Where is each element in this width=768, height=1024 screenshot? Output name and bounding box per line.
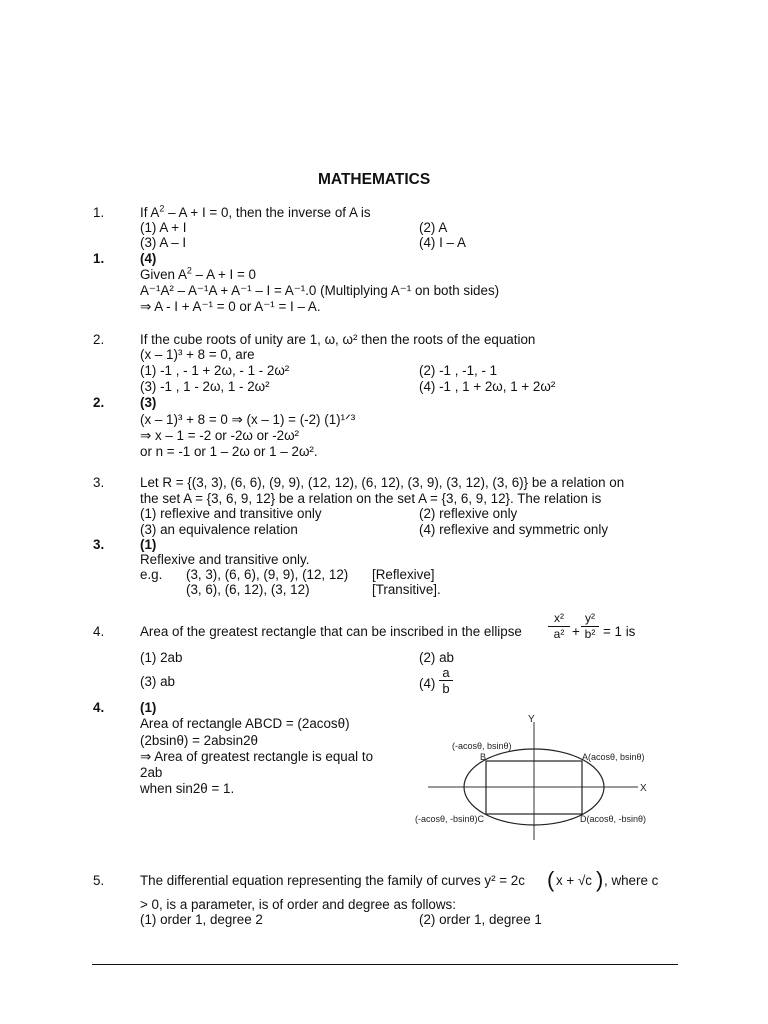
option-1: (1) reflexive and transitive only xyxy=(140,506,322,521)
example-label: e.g. xyxy=(140,567,163,582)
option-1: (1) order 1, degree 2 xyxy=(140,912,263,927)
answer-number: 2. xyxy=(93,395,105,410)
equation-x-root-c: x + √c xyxy=(556,873,593,888)
solution-line: or n = -1 or 1 – 2ω or 1 – 2ω². xyxy=(140,444,318,459)
solution-line: ⇒ A - I + A⁻¹ = 0 or A⁻¹ = I – A. xyxy=(140,299,321,314)
close-paren: ) xyxy=(596,867,604,892)
option-2: (2) -1 , -1, - 1 xyxy=(419,363,498,378)
solution-line: (2bsinθ) = 2absin2θ xyxy=(140,733,258,748)
question-stem: If $A^2 - A + I = 0$, then the inverse of A is xyxy=(140,203,371,220)
plus-sign: + xyxy=(572,624,580,639)
option-1: (1) -1 , - 1 + 2ω, - 1 - 2ω² xyxy=(140,363,290,378)
solution-line: when sin2θ = 1. xyxy=(140,781,235,796)
question-number: 5. xyxy=(93,873,105,888)
answer-choice: (3) xyxy=(140,395,157,410)
question-number: 1. xyxy=(93,205,105,220)
open-paren: ( xyxy=(547,867,555,892)
solution-line: A⁻¹A² – A⁻¹A + A⁻¹ – I = A⁻¹.0 (Multiplying A⁻¹ on both sides) xyxy=(140,283,500,298)
question-stem: > 0, is a parameter, is of order and degree as follows: xyxy=(140,897,456,912)
option-4: (4) -1 , 1 + 2ω, 1 + 2ω² xyxy=(419,379,556,394)
option-4: (4) reflexive and symmetric only xyxy=(419,522,609,537)
option-2: (2) reflexive only xyxy=(419,506,518,521)
question-stem: Let R = {(3, 3), (6, 6), (9, 9), (12, 12), (6, 12), (3, 9), (3, 12), (3, 6)} be a relation on xyxy=(140,475,625,490)
y-axis-label: Y xyxy=(528,714,535,725)
solution-line: Given $A^2 - A + I = 0$ xyxy=(140,265,256,282)
solution-line: (x – 1)³ + 8 = 0 ⇒ (x – 1) = (-2) (1)¹ᐟ³ xyxy=(140,412,356,427)
ellipse-rectangle-figure xyxy=(410,712,670,842)
option-2: (2) ab xyxy=(419,650,454,665)
question-number: 3. xyxy=(93,475,105,490)
question-stem: Area of the greatest rectangle that can be inscribed in the ellipse xyxy=(140,624,522,639)
x-axis-label: X xyxy=(640,783,647,794)
label-c: (-acosθ, -bsinθ)C xyxy=(415,814,485,824)
example-tag: [Reflexive] xyxy=(372,567,435,582)
example-pairs: (3, 6), (6, 12), (3, 12) xyxy=(186,582,310,597)
option-1: (1) A + I xyxy=(140,220,187,235)
fraction-x2-a2: x² a² xyxy=(548,612,570,641)
solution-line: Reflexive and transitive only. xyxy=(140,552,310,567)
solution-line: 2ab xyxy=(140,765,163,780)
label-b: B xyxy=(480,752,487,762)
option-3: (3) -1 , 1 - 2ω, 1 - 2ω² xyxy=(140,379,270,394)
answer-number: 1. xyxy=(93,251,105,266)
equation-tail: = 1 is xyxy=(603,624,636,639)
label-a: A(acosθ, bsinθ) xyxy=(582,752,645,762)
question-stem: The differential equation representing the family of curves y² = 2c xyxy=(140,873,525,888)
solution-line: Area of rectangle ABCD = (2acosθ) xyxy=(140,716,350,731)
example-pairs: (3, 3), (6, 6), (9, 9), (12, 12) xyxy=(186,567,349,582)
footer-rule xyxy=(92,964,678,965)
question-number: 4. xyxy=(93,624,105,639)
example-tag: [Transitive]. xyxy=(372,582,441,597)
answer-choice: (1) xyxy=(140,700,157,715)
option-3: (3) ab xyxy=(140,674,175,689)
option-4: (4) xyxy=(419,676,436,691)
option-1: (1) 2ab xyxy=(140,650,183,665)
answer-number: 4. xyxy=(93,700,105,715)
page-title: MATHEMATICS xyxy=(318,171,431,188)
question-stem-tail: , where c xyxy=(604,873,659,888)
solution-line: ⇒ Area of greatest rectangle is equal to xyxy=(140,749,374,764)
option-2: (2) order 1, degree 1 xyxy=(419,912,542,927)
label-d: D(acosθ, -bsinθ) xyxy=(580,814,647,824)
answer-choice: (4) xyxy=(140,251,157,266)
fraction-a-b: a b xyxy=(439,666,453,695)
answer-choice: (1) xyxy=(140,537,157,552)
option-4: (4) I – A xyxy=(419,235,466,250)
question-stem: (x – 1)³ + 8 = 0, are xyxy=(140,347,255,362)
fraction-y2-b2: y² b² xyxy=(581,612,599,641)
label-top-left: (-acosθ, bsinθ) xyxy=(452,741,512,751)
option-3: (3) an equivalence relation xyxy=(140,522,298,537)
question-stem: the set A = {3, 6, 9, 12} be a relation on the set A = {3, 6, 9, 12}. The relation is xyxy=(140,491,602,506)
solution-line: ⇒ x – 1 = -2 or -2ω or -2ω² xyxy=(140,428,300,443)
question-stem: If the cube roots of unity are 1, ω, ω² then the roots of the equation xyxy=(140,332,536,347)
option-2: (2) A xyxy=(419,220,448,235)
option-3: (3) A – I xyxy=(140,235,187,250)
question-number: 2. xyxy=(93,332,105,347)
answer-number: 3. xyxy=(93,537,105,552)
